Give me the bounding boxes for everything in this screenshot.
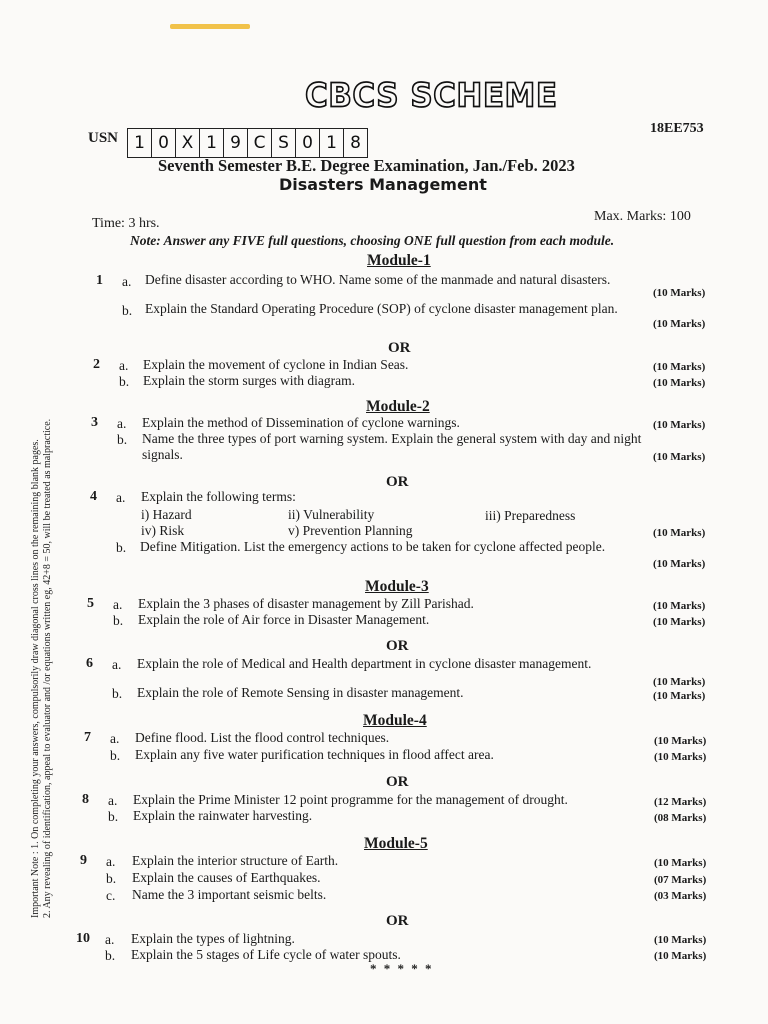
usn-char: C — [247, 128, 271, 158]
usn-char: 1 — [127, 128, 151, 158]
question-text: Explain the Prime Minister 12 point programme for the management of drought. — [133, 792, 568, 807]
part-label: b. — [105, 948, 116, 963]
part-label: a. — [106, 854, 116, 869]
part-label: b. — [119, 374, 130, 389]
marks: (10 Marks) — [654, 735, 707, 747]
part-label: a. — [119, 358, 129, 373]
question-text: Explain the role of Remote Sensing in disaster management. — [137, 685, 464, 700]
marks: (10 Marks) — [653, 690, 706, 702]
usn-char: 0 — [295, 128, 319, 158]
question-text: Define disaster according to WHO. Name some of the manmade and natural disasters. — [145, 272, 611, 287]
marks: (10 Marks) — [654, 934, 707, 946]
exam-title: Seventh Semester B.E. Degree Examination, Jan./Feb. 2023 — [158, 156, 575, 175]
marks: (10 Marks) — [653, 616, 706, 628]
marks: (10 Marks) — [653, 377, 706, 389]
usn-char: 0 — [151, 128, 175, 158]
module-1-heading: Module-1 — [367, 252, 431, 269]
usn-char: 1 — [319, 128, 343, 158]
usn-char: 8 — [343, 128, 368, 158]
part-label: a. — [112, 657, 122, 672]
usn-boxes — [127, 128, 368, 158]
question-number: 4 — [90, 489, 97, 504]
side-note-line-1: Important Note : 1. On completing your answers, compulsorily draw diagonal cross lines on the remaining blank pages. — [30, 439, 41, 918]
usn-char: 9 — [223, 128, 247, 158]
yellow-smudge — [170, 24, 250, 29]
question-number: 6 — [86, 656, 93, 671]
question-text: Define flood. List the flood control techniques. — [135, 730, 390, 745]
marks: (12 Marks) — [654, 796, 707, 808]
part-label: b. — [116, 540, 127, 555]
marks: (10 Marks) — [653, 419, 706, 431]
question-text: Explain the role of Air force in Disaster Management. — [138, 612, 430, 627]
marks: (10 Marks) — [653, 558, 706, 570]
question-text: Explain the 5 stages of Life cycle of water spouts. — [131, 947, 401, 962]
question-number: 8 — [82, 792, 89, 807]
marks: (10 Marks) — [653, 676, 706, 688]
marks: (10 Marks) — [653, 527, 706, 539]
important-note-margin — [30, 268, 54, 918]
or-divider: OR — [386, 774, 409, 790]
question-text: Explain the method of Dissemination of cyclone warnings. — [142, 415, 460, 430]
question-text: Explain the rainwater harvesting. — [133, 808, 313, 823]
question-text: Name the 3 important seismic belts. — [132, 887, 327, 902]
part-label: b. — [108, 809, 119, 824]
marks: (10 Marks) — [654, 857, 707, 869]
term-item: iv) Risk — [141, 523, 185, 538]
or-divider: OR — [386, 474, 409, 490]
question-text: Name the three types of port warning system. Explain the general system with day and night — [142, 431, 642, 446]
course-code: 18EE753 — [650, 121, 704, 136]
marks: (10 Marks) — [654, 950, 707, 962]
part-label: b. — [113, 613, 124, 628]
module-4-heading: Module-4 — [363, 712, 427, 729]
marks: (10 Marks) — [653, 361, 706, 373]
marks: (10 Marks) — [653, 451, 706, 463]
module-2-heading: Module-2 — [366, 398, 430, 415]
or-divider: OR — [386, 913, 409, 929]
question-text: Explain the 3 phases of disaster management by Zill Parishad. — [138, 596, 474, 611]
term-item: ii) Vulnerability — [288, 507, 375, 522]
question-number: 9 — [80, 853, 87, 868]
marks: (07 Marks) — [654, 874, 707, 886]
scheme-heading: CBCS SCHEME — [305, 77, 558, 115]
question-text: Explain the causes of Earthquakes. — [132, 870, 321, 885]
usn-label: USN — [88, 130, 119, 146]
part-label: a. — [105, 932, 115, 947]
part-label: a. — [117, 416, 127, 431]
usn-char: S — [271, 128, 295, 158]
question-number: 1 — [96, 273, 103, 288]
part-label: a. — [122, 274, 132, 289]
question-text: Explain the storm surges with diagram. — [143, 373, 355, 388]
part-label: a. — [110, 731, 120, 746]
end-of-paper-stars: * * * * * — [370, 961, 434, 976]
part-label: a. — [108, 793, 118, 808]
module-3-heading: Module-3 — [365, 578, 429, 595]
question-text: Define Mitigation. List the emergency actions to be taken for cyclone affected people. — [140, 539, 606, 554]
part-label: b. — [106, 871, 117, 886]
subject-title: Disasters Management — [279, 175, 487, 194]
side-note-line-2: 2. Any revealing of identification, appeal to evaluator and /or equations written eg, 42+8 = 50, will be treated as malpractice. — [42, 418, 53, 918]
question-text: Explain the movement of cyclone in Indian Seas. — [143, 357, 409, 372]
question-text: Explain the following terms: — [141, 489, 296, 504]
or-divider: OR — [386, 638, 409, 654]
marks: (10 Marks) — [654, 751, 707, 763]
time-duration: Time: 3 hrs. — [92, 216, 160, 231]
part-label: b. — [117, 432, 128, 447]
question-text: Explain the interior structure of Earth. — [132, 853, 339, 868]
or-divider: OR — [388, 340, 411, 356]
question-text: Explain the Standard Operating Procedure (SOP) of cyclone disaster management plan. — [145, 301, 618, 316]
question-text: Explain any five water purification techniques in flood affect area. — [135, 747, 494, 762]
part-label: a. — [113, 597, 123, 612]
marks: (08 Marks) — [654, 812, 707, 824]
part-label: a. — [116, 490, 126, 505]
part-label: c. — [106, 888, 116, 903]
question-number: 5 — [87, 596, 94, 611]
part-label: b. — [122, 303, 133, 318]
max-marks: Max. Marks: 100 — [594, 209, 691, 224]
instructions-note: Note: Answer any FIVE full questions, choosing ONE full question from each module. — [130, 233, 615, 248]
question-number: 10 — [76, 931, 90, 946]
question-number: 2 — [93, 357, 100, 372]
usn-char: X — [175, 128, 199, 158]
marks: (10 Marks) — [653, 287, 706, 299]
question-text: Explain the types of lightning. — [131, 931, 295, 946]
part-label: b. — [110, 748, 121, 763]
marks: (03 Marks) — [654, 890, 707, 902]
question-number: 3 — [91, 415, 98, 430]
term-item: iii) Preparedness — [485, 508, 576, 523]
question-number: 7 — [84, 730, 91, 745]
marks: (10 Marks) — [653, 600, 706, 612]
part-label: b. — [112, 686, 123, 701]
question-text: Explain the role of Medical and Health department in cyclone disaster management. — [137, 656, 592, 671]
marks: (10 Marks) — [653, 318, 706, 330]
term-item: v) Prevention Planning — [288, 523, 413, 538]
term-item: i) Hazard — [141, 507, 192, 522]
module-5-heading: Module-5 — [364, 835, 428, 852]
usn-char: 1 — [199, 128, 223, 158]
question-text-continued: signals. — [142, 447, 183, 462]
